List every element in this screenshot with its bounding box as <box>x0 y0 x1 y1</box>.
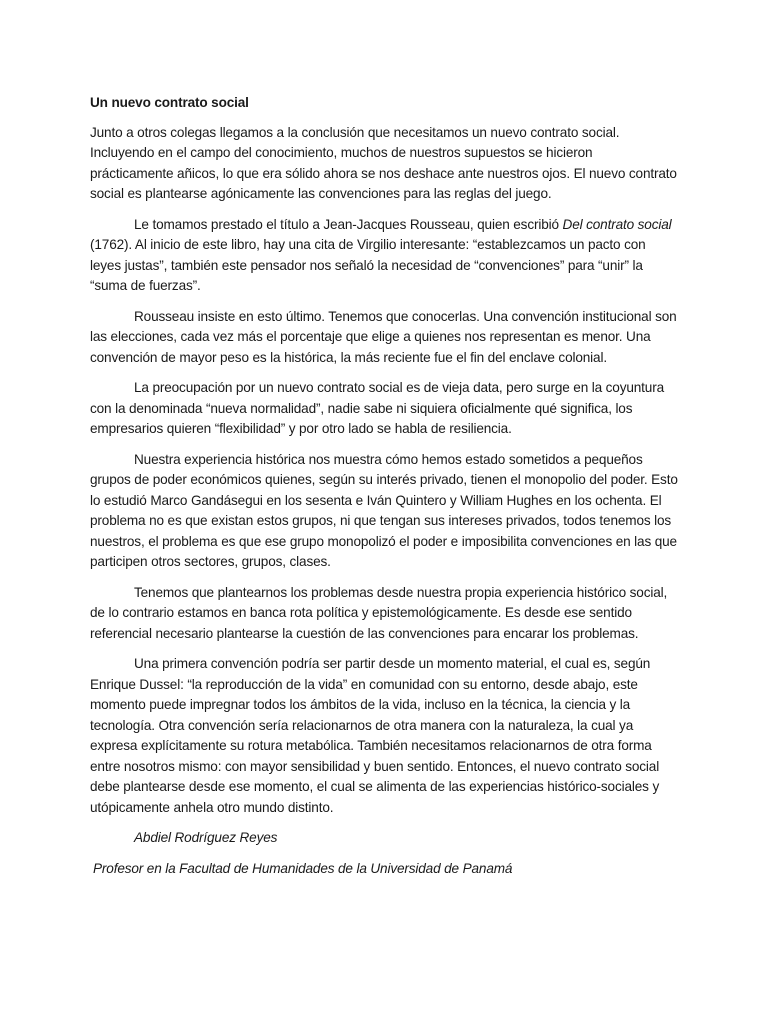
document-page <box>90 93 678 879</box>
paragraph-2-text-start: Le tomamos prestado el título a Jean-Jacques Rousseau, quien escribió <box>134 216 563 232</box>
article-title: Un nuevo contrato social <box>90 95 249 110</box>
paragraph-2-text-end: (1762). Al inicio de este libro, hay una cita de Virgilio interesante: “establezcamos un pacto con leyes justas”, también este pensador nos señaló la necesidad de “convenciones” para “unir” la “suma de fuerzas”. <box>90 237 646 293</box>
book-title-italic: Del contrato social <box>562 216 672 232</box>
paragraph-4: La preocupación por un nuevo contrato social es de vieja data, pero surge en la coyuntura con la denominada “nueva normalidad”, nadie sabe ni siquiera oficialmente qué significa, los empresarios quieren “flexibilidad” y por otro lado se habla de resiliencia. <box>90 380 665 436</box>
paragraph-1: Junto a otros colegas llegamos a la conclusión que necesitamos un nuevo contrato social. Incluyendo en el campo del conocimiento, muchos de nuestros supuestos se hicieron prácticamente añicos, lo que era sólido ahora se nos deshace ante nuestros ojos. El nuevo contrato social es plantearse agónicamente las convenciones para las reglas del juego. <box>90 124 677 201</box>
paragraph-2 <box>90 215 678 297</box>
paragraph-7: Una primera convención podría ser partir desde un momento material, el cual es, según Enrique Dussel: “la reproducción de la vida” en comunidad con su entorno, desde abajo, este momento puede impregnar todos los ámbitos de la vida, incluso en la técnica, la ciencia y la tecnología. Otra convención sería relacionarnos de otra manera con la naturaleza, la cual ya expresa explícitamente su rotura metabólica. También necesitamos relacionarnos de otra forma entre nosotros mismo: con mayor sensibilidad y buen sentido. Entonces, el nuevo contrato social debe plantearse desde ese momento, el cual se alimenta de las experiencias histórico-sociales y utópicamente anhela otro mundo distinto. <box>90 656 660 815</box>
paragraph-6: Tenemos que plantearnos los problemas desde nuestra propia experiencia histórico social, de lo contrario estamos en banca rota política y epistemológicamente. Es desde ese sentido referencial necesario plantearse la cuestión de las convenciones para encarar los problemas. <box>90 584 668 641</box>
author-affiliation: Profesor en la Facultad de Humanidades de la Universidad de Panamá <box>93 860 513 876</box>
paragraph-5: Nuestra experiencia histórica nos muestra cómo hemos estado sometidos a pequeños grupos de poder económicos quienes, según su interés privado, tienen el monopolio del poder. Esto lo estudió Marco Gandásegui en los sesenta e Iván Quintero y William Hughes en los ochenta. El problema no es que existan estos grupos, ni que tengan sus intereses privados, todos tenemos los nuestros, el problema es que ese grupo monopolizó el poder e imposibilita convenciones en las que participen otros sectores, grupos, clases. <box>90 451 678 569</box>
paragraph-3: Rousseau insiste en esto último. Tenemos que conocerlas. Una convención institucional son las elecciones, cada vez más el porcentaje que elige a quienes nos representan es menor. Una convención de mayor peso es la histórica, la más reciente fue el fin del enclave colonial. <box>90 308 677 365</box>
author-signature: Abdiel Rodríguez Reyes <box>134 830 278 845</box>
